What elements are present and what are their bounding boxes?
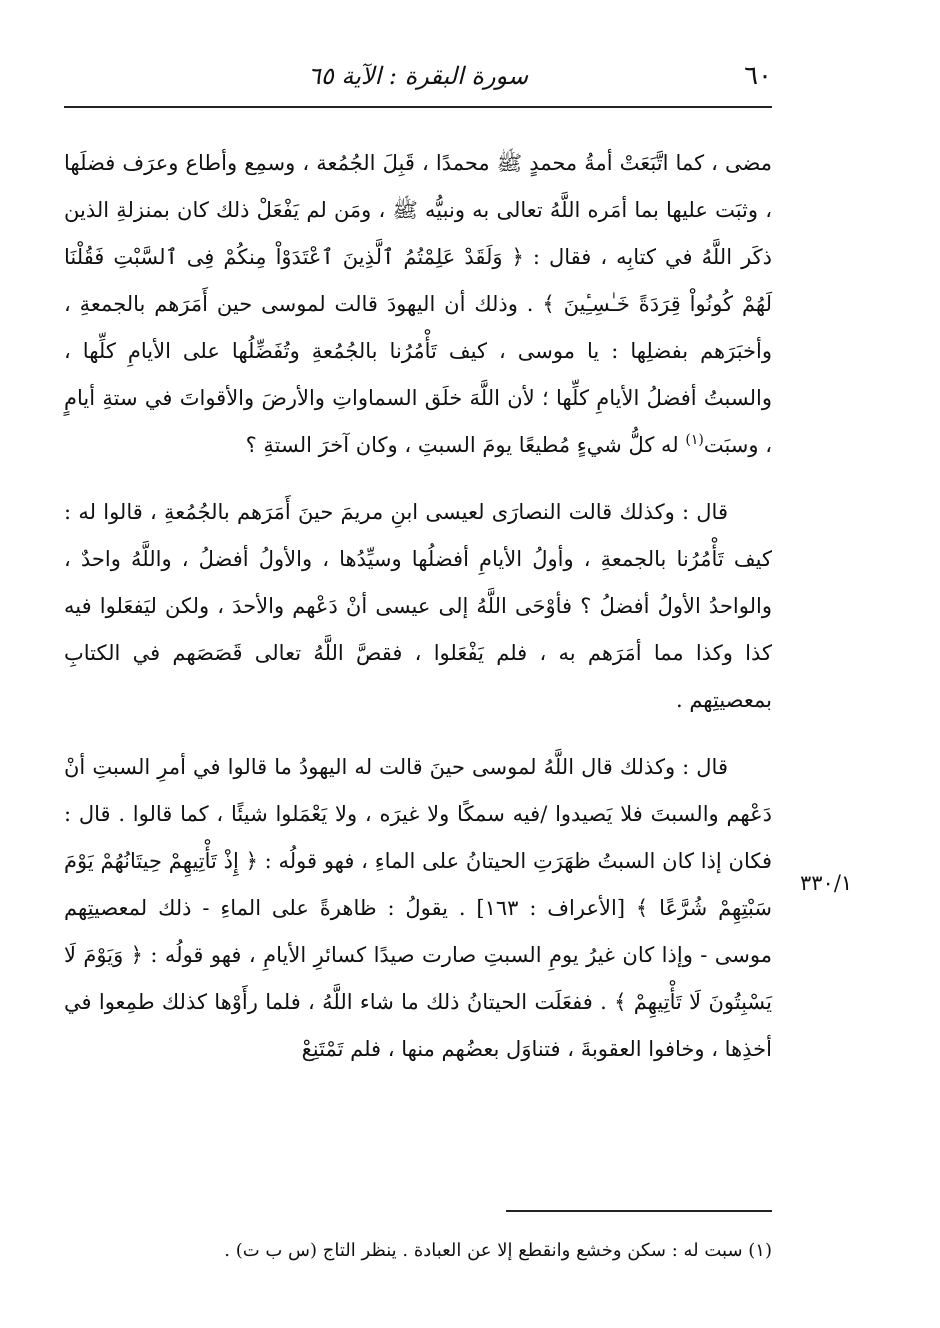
paragraph-3-text: قال : وكذلك قال اللَّهُ لموسى حينَ قالت له اليهودُ ما قالوا في أمرِ السبتِ أنْ دَعْهم والسبتَ فلا يَصيدوا /فيه سمكًا ولا غيرَه ، ولا يَعْمَلوا شيئًا ، كما قالوا . قال : فكان إذا كان السبتُ ظهَرَتِ الحيتانُ على الماءِ ، فهو قولُه : ﴿ إِذْ تَأْتِيهِمْ حِيتَانُهُمْ يَوْمَ سَبْتِهِمْ شُرَّعًا ﴾ [الأعراف : ١٦٣] . يقولُ : ظاهرةً على الماءِ - ذلك لمعصيتِهم موسى - وإذا كان غيرُ يومِ السبتِ صارت صيدًا كسائرِ الأيامِ ، فهو قولُه : ﴿ وَيَوْمَ لَا يَسْبِتُونَ لَا تَأْتِيهِمْ ﴾ . ففعَلَت الحيتانُ ذلك ما شاء اللَّهُ ، فلما رأَوْها كذلك طمِعوا في أخذِها ، وخافوا العقوبةَ ، فتناوَل بعضُهم منها ، فلم تَمْتَنِعْ bbox=[64, 755, 772, 1061]
paragraph-3 bbox=[64, 744, 772, 1073]
page-header bbox=[64, 56, 772, 106]
running-title: سورة البقرة : الآية ٦٥ bbox=[307, 62, 529, 90]
main-text bbox=[64, 140, 772, 1093]
footnote-rule bbox=[506, 1210, 772, 1212]
paragraph-1-tail: له كلُّ شيءٍ مُطيعًا يومَ السبتِ ، وكان آخرَ الستةِ ؟ bbox=[245, 433, 686, 457]
paragraph-2 bbox=[64, 489, 772, 724]
margin-reference: ٣٣٠/١ bbox=[800, 871, 853, 895]
footnote: (١) سبت له : سكن وخشع وانقطع إلا عن العبادة . ينظر التاج (س ب ت) . bbox=[224, 1240, 772, 1261]
paragraph-1 bbox=[64, 140, 772, 469]
footnote-marker: (١) bbox=[685, 432, 704, 448]
paragraph-1-text: مضى ، كما اتَّبَعَتْ أمةُ محمدٍ ﷺ محمدًا ، قَبِلَ الجُمُعة ، وسمِع وأطاع وعرَف فضلَها ، وثبَت عليها بما أمَره اللَّهُ تعالى به ونبيُّه ﷺ ، ومَن لم يَفْعَلْ ذلك كان بمنزلةِ الذين ذكَر اللَّهُ في كتابِه ، فقال : ﴿ وَلَقَدْ عَلِمْتُمُ ٱلَّذِينَ ٱعْتَدَوْاْ مِنكُمْ فِى ٱلسَّبْتِ فَقُلْنَا لَهُمْ كُونُواْ قِرَدَةً خَـٰسِـِٔينَ ﴾ . وذلك أن اليهودَ قالت لموسى حين أَمَرَهم بالجمعةِ ، وأخبَرَهم بفضلِها : يا موسى ، كيف تَأْمُرُنا بالجُمُعةِ وتُفَضِّلُها على الأيامِ كلِّها ، والسبتُ أفضلُ الأيامِ كلِّها ؛ لأن اللَّهَ خلَق السماواتِ والأرضَ والأقواتَ في ستةِ أيامٍ ، وسبَت bbox=[64, 151, 773, 457]
paragraph-2-text: قال : وكذلك قالت النصارَى لعيسى ابنِ مريمَ حينَ أَمَرَهم بالجُمُعةِ ، قالوا له : كيف تَأْمُرُنا بالجمعةِ ، وأولُ الأيامِ أفضلُها وسيِّدُها ، والأولُ أفضلُ ، واللَّهُ واحدٌ ، والواحدُ الأولُ أفضلُ ؟ فأوْحَى اللَّهُ إلى عيسى أنْ دَعْهم والأحدَ ، ولكن ليَفعَلوا فيه كذا وكذا مما أمَرَهم به ، فلم يَفْعَلوا ، فقصَّ اللَّهُ تعالى قَصَصَهم في الكتابِ بمعصيتِهم . bbox=[64, 500, 772, 712]
page-number: ٦٠ bbox=[744, 61, 772, 91]
header-rule bbox=[64, 106, 772, 108]
